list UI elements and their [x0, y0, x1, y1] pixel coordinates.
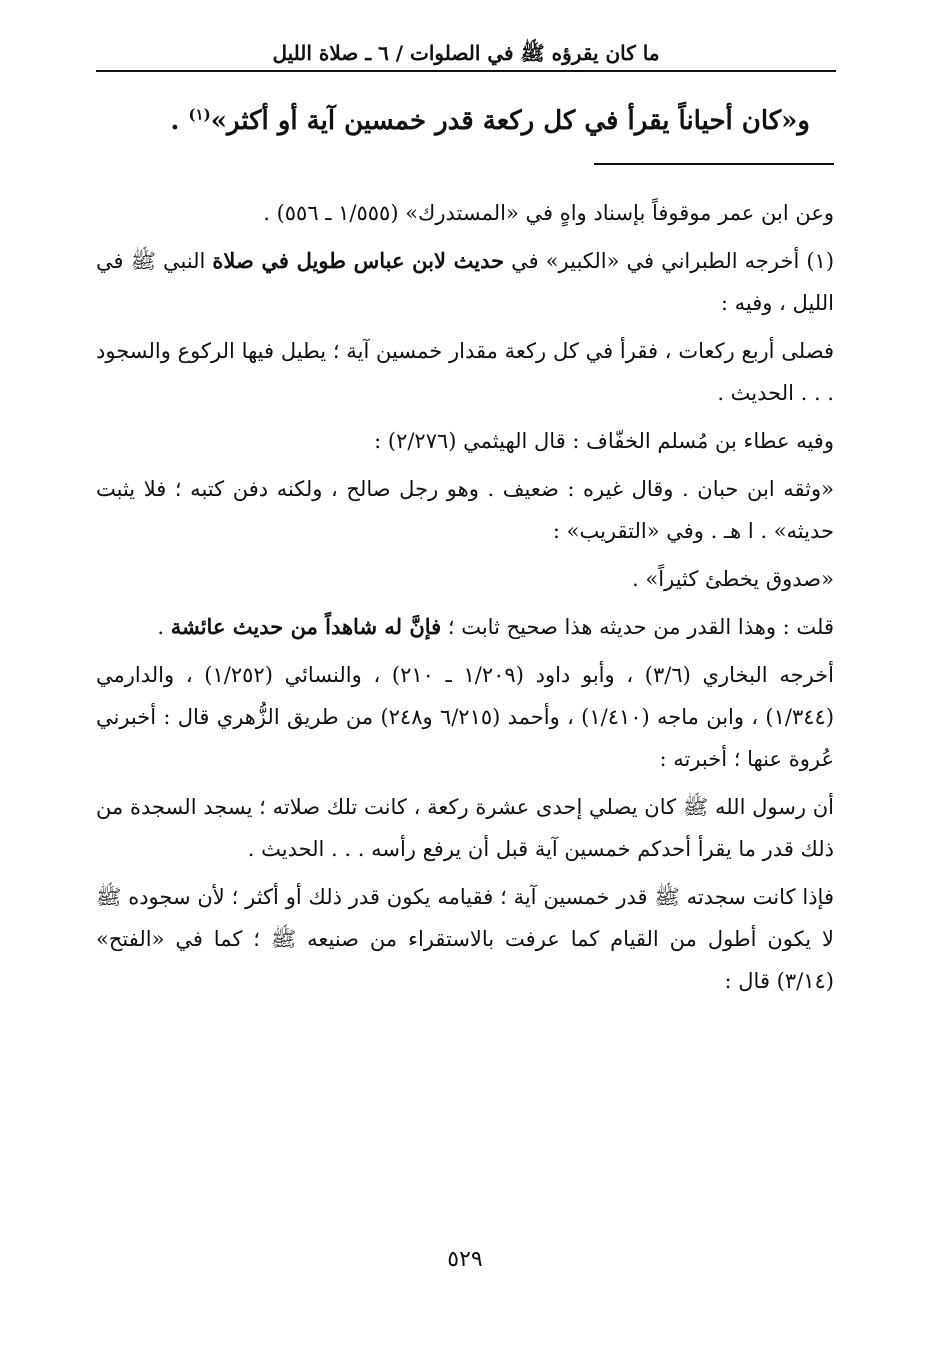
header-rule: [96, 70, 836, 72]
footnote-marker: (١): [188, 105, 211, 124]
note-paragraph: (١) أخرجه الطبراني في «الكبير» في حديث لابن عباس طويل في صلاة النبي ﷺ في الليل ، وفيه :: [96, 248, 835, 315]
page-number: ٥٢٩: [447, 1247, 483, 1272]
note-paragraph: وعن ابن عمر موقوفاً بإسناد واهٍ في «المستدرك» (١/٥٥٥ ـ ٥٥٦) .: [263, 201, 834, 225]
note-paragraph: فإذا كانت سجدته ﷺ قدر خمسين آية ؛ فقيامه يكون قدر ذلك أو أكثر ؛ لأن سجوده ﷺ لا يكون أطول من القيام كما عرفت بالاستقراء من صنيعه ﷺ ؛ كما في «الفتح» (٣/١٤) قال :: [96, 885, 834, 993]
running-head: ما كان يقرؤه ﷺ في الصلوات / ٦ ـ صلاة الليل: [272, 41, 660, 65]
footnote-rule: [594, 163, 834, 165]
note-paragraph: «وثقه ابن حبان . وقال غيره : ضعيف . وهو رجل صالح ، ولكنه دفن كتبه ؛ فلا يثبت حديثه» . ا هـ . وفي «التقريب» :: [96, 477, 834, 543]
main-text-body: و«كان أحياناً يقرأ في كل ركعة قدر خمسين آية أو أكثر»: [210, 106, 810, 136]
note-paragraph: «صدوق يخطئ كثيراً» .: [632, 567, 834, 591]
note-paragraph: فصلى أربع ركعات ، فقرأ في كل ركعة مقدار خمسين آية ؛ يطيل فيها الركوع والسجود . . . الحديث .: [96, 339, 834, 405]
footnotes: [96, 192, 834, 1008]
note-paragraph: قلت : وهذا القدر من حديثه هذا صحيح ثابت ؛ فإنَّ له شاهداً من حديث عائشة .: [157, 614, 834, 639]
note-paragraph: أخرجه البخاري (٣/٦) ، وأبو داود (١/٢٠٩ ـ ٢١٠) ، والنسائي (١/٢٥٢) ، والدارمي (١/٣٤٤) ، وابن ماجه (١/٤١٠) ، وأحمد (٦/٢١٥ و٢٤٨) من طريق الزُّهري قال : أخبرني عُروة عنها ؛ أخبرته :: [96, 663, 835, 771]
main-text: [120, 98, 810, 144]
note-paragraph: أن رسول الله ﷺ كان يصلي إحدى عشرة ركعة ، كانت تلك صلاته ؛ يسجد السجدة من ذلك قدر ما يقرأ أحدكم خمسين آية قبل أن يرفع رأسه . . . الحديث .: [96, 795, 834, 861]
main-text-tail: .: [170, 106, 189, 136]
note-paragraph: وفيه عطاء بن مُسلم الخفّاف : قال الهيثمي (٢/٢٧٦) :: [374, 429, 834, 453]
